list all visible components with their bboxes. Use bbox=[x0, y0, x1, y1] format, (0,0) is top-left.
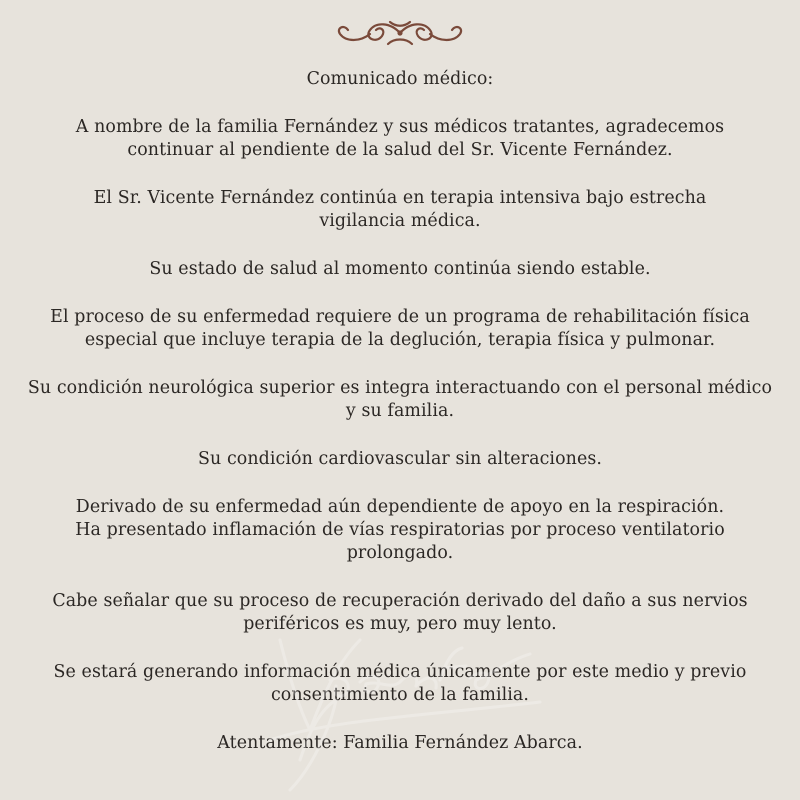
paragraph-line: Su estado de salud al momento continúa siendo estable. bbox=[149, 259, 651, 279]
paragraph-neurological bbox=[20, 377, 780, 423]
paragraph-line: Se estará generando información médica únicamente por este medio y previo bbox=[53, 662, 747, 682]
paragraph-rehabilitation bbox=[20, 306, 780, 352]
paragraph-line: consentimiento de la familia. bbox=[270, 685, 530, 705]
paragraph-line: Ha presentado inflamación de vías respiratorias por proceso ventilatorio bbox=[75, 520, 725, 540]
paragraph-line: especial que incluye terapia de la deglución, terapia física y pulmonar. bbox=[84, 330, 716, 350]
paragraph-line: prolongado. bbox=[346, 543, 454, 563]
paragraph-line: A nombre de la familia Fernández y sus médicos tratantes, agradecemos bbox=[75, 117, 725, 137]
paragraph-stable bbox=[20, 258, 780, 281]
page-title: Comunicado médico: bbox=[306, 69, 494, 89]
paragraph-line: y su familia. bbox=[345, 401, 455, 421]
paragraph-line: continuar al pendiente de la salud del Sr. Vicente Fernández. bbox=[127, 140, 673, 160]
paragraph-line: Cabe señalar que su proceso de recuperación derivado del daño a sus nervios bbox=[52, 591, 748, 611]
paragraph-line: periféricos es muy, pero muy lento. bbox=[243, 614, 557, 634]
paragraph-line: Su condición neurológica superior es integra interactuando con el personal médico bbox=[27, 378, 773, 398]
paragraph-intensive-care bbox=[20, 187, 780, 233]
paragraph-cardiovascular bbox=[20, 448, 780, 471]
paragraph-line: Su condición cardiovascular sin alteraciones. bbox=[198, 449, 602, 469]
paragraph-gratitude bbox=[20, 116, 780, 162]
signoff: Atentamente: Familia Fernández Abarca. bbox=[217, 733, 583, 753]
paragraph-line: vigilancia médica. bbox=[319, 211, 481, 231]
paragraph-respiration bbox=[20, 496, 780, 565]
paragraph-line: Derivado de su enfermedad aún dependiente de apoyo en la respiración. bbox=[75, 497, 725, 517]
signature-watermark-icon bbox=[240, 620, 570, 800]
paragraph-line: El Sr. Vicente Fernández continúa en terapia intensiva bajo estrecha bbox=[93, 188, 707, 208]
paragraph-line: El proceso de su enfermedad requiere de un programa de rehabilitación física bbox=[50, 307, 750, 327]
flourish-ornament-icon bbox=[330, 14, 470, 52]
